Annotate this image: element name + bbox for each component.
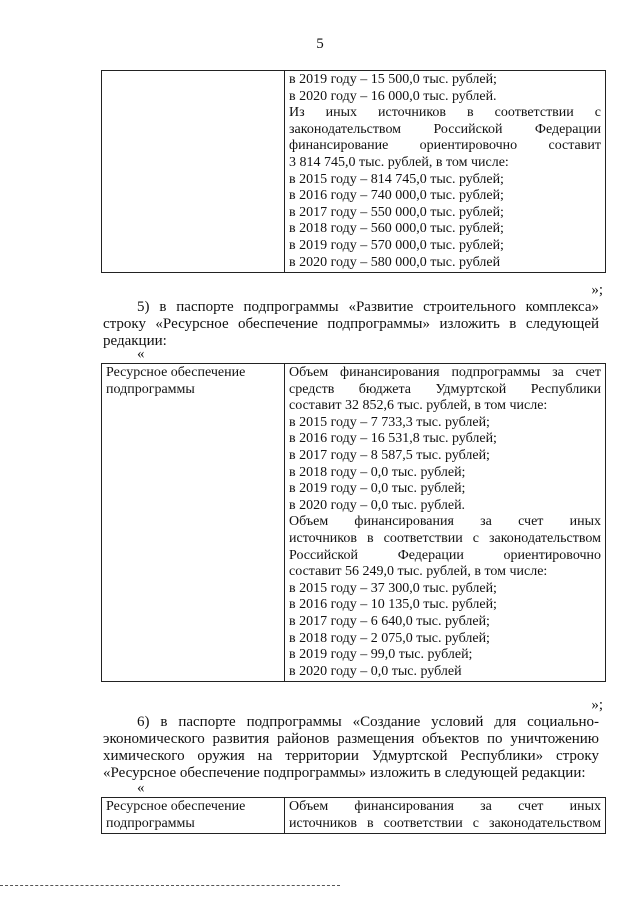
funding-text-line: источников в соответствии с законодательством — [289, 530, 601, 546]
funding-line: составит 32 852,6 тыс. рублей, в том числе: — [289, 398, 548, 414]
table-value-cell — [285, 798, 606, 834]
funding-text-line: средств бюджета Удмуртской Республики — [289, 381, 601, 397]
paragraph-5 — [103, 299, 599, 350]
footer-rule — [0, 885, 340, 886]
paragraph-line: 5) в паспорте подпрограммы «Развитие строительного комплекса» — [137, 299, 599, 315]
resource-table-construction — [101, 363, 606, 682]
funding-text-line: финансирование ориентировочно составит — [289, 138, 601, 154]
paragraph-line: экономического развития районов размещения объектов по уничтожению — [103, 731, 599, 747]
funding-line: в 2016 году – 16 531,8 тыс. рублей; — [289, 431, 497, 447]
funding-text-line: источников в соответствии с законодательством — [289, 815, 601, 831]
funding-text-line: Российской Федерации ориентировочно — [289, 547, 601, 563]
funding-line: в 2018 году – 2 075,0 тыс. рублей; — [289, 630, 490, 646]
funding-text-line: Объем финансирования за счет иных — [289, 799, 601, 814]
funding-line: в 2015 году – 7 733,3 тыс. рублей; — [289, 414, 490, 430]
closing-quote: »; — [591, 282, 603, 298]
funding-line: в 2016 году – 740 000,0 тыс. рублей; — [289, 188, 504, 204]
paragraph-line: химического оружия на территории Удмуртской Республики» строку — [103, 748, 599, 764]
funding-line: в 2019 году – 99,0 тыс. рублей; — [289, 647, 473, 663]
funding-line: в 2019 году – 15 500,0 тыс. рублей; — [289, 72, 497, 87]
funding-line: в 2015 году – 37 300,0 тыс. рублей; — [289, 580, 497, 596]
funding-line: в 2020 году – 16 000,0 тыс. рублей. — [289, 88, 497, 104]
table-value-cell — [285, 364, 606, 682]
funding-line: в 2016 году – 10 135,0 тыс. рублей; — [289, 597, 497, 613]
funding-line: в 2017 году – 550 000,0 тыс. рублей; — [289, 204, 504, 220]
funding-line: составит 56 249,0 тыс. рублей, в том числе: — [289, 564, 548, 580]
opening-quote: « — [137, 346, 145, 362]
table-value-cell — [285, 71, 606, 273]
funding-line: в 2020 году – 0,0 тыс. рублей — [289, 663, 462, 679]
table-label-cell — [102, 71, 285, 273]
opening-quote: « — [137, 780, 145, 796]
paragraph-line: «Ресурсное обеспечение подпрограммы» изложить в следующей редакции: — [103, 765, 586, 781]
funding-line: в 2017 году – 8 587,5 тыс. рублей; — [289, 447, 490, 463]
funding-line: в 2019 году – 570 000,0 тыс. рублей; — [289, 237, 504, 253]
page-number: 5 — [316, 36, 324, 52]
funding-line: в 2015 году – 814 745,0 тыс. рублей; — [289, 171, 504, 187]
resource-table-chemical-weapons — [101, 797, 606, 834]
funding-line: в 2017 году – 6 640,0 тыс. рублей; — [289, 613, 490, 629]
table-label-cell: Ресурсное обеспечение подпрограммы — [102, 798, 285, 834]
closing-quote: »; — [591, 697, 603, 713]
resource-table-continued — [101, 70, 606, 273]
funding-line: в 2018 году – 0,0 тыс. рублей; — [289, 464, 466, 480]
funding-text-line: Из иных источников в соответствии с — [289, 105, 601, 121]
funding-line: 3 814 745,0 тыс. рублей, в том числе: — [289, 154, 509, 170]
funding-text-line: Объем финансирования подпрограммы за счет — [289, 365, 601, 380]
funding-text-line: Объем финансирования за счет иных — [289, 514, 601, 530]
funding-line: в 2020 году – 0,0 тыс. рублей. — [289, 497, 466, 513]
funding-line: в 2019 году – 0,0 тыс. рублей; — [289, 481, 466, 497]
funding-line: в 2020 году – 580 000,0 тыс. рублей — [289, 254, 501, 270]
paragraph-line: 6) в паспорте подпрограммы «Создание условий для социально- — [137, 714, 599, 730]
funding-line: в 2018 году – 560 000,0 тыс. рублей; — [289, 221, 504, 237]
table-label-cell: Ресурсное обеспечение подпрограммы — [102, 364, 285, 682]
funding-text-line: законодательством Российской Федерации — [289, 121, 601, 137]
paragraph-line: строку «Ресурсное обеспечение подпрограммы» изложить в следующей — [103, 316, 599, 332]
paragraph-6 — [103, 714, 599, 782]
paragraph-line: редакции: — [103, 333, 167, 349]
